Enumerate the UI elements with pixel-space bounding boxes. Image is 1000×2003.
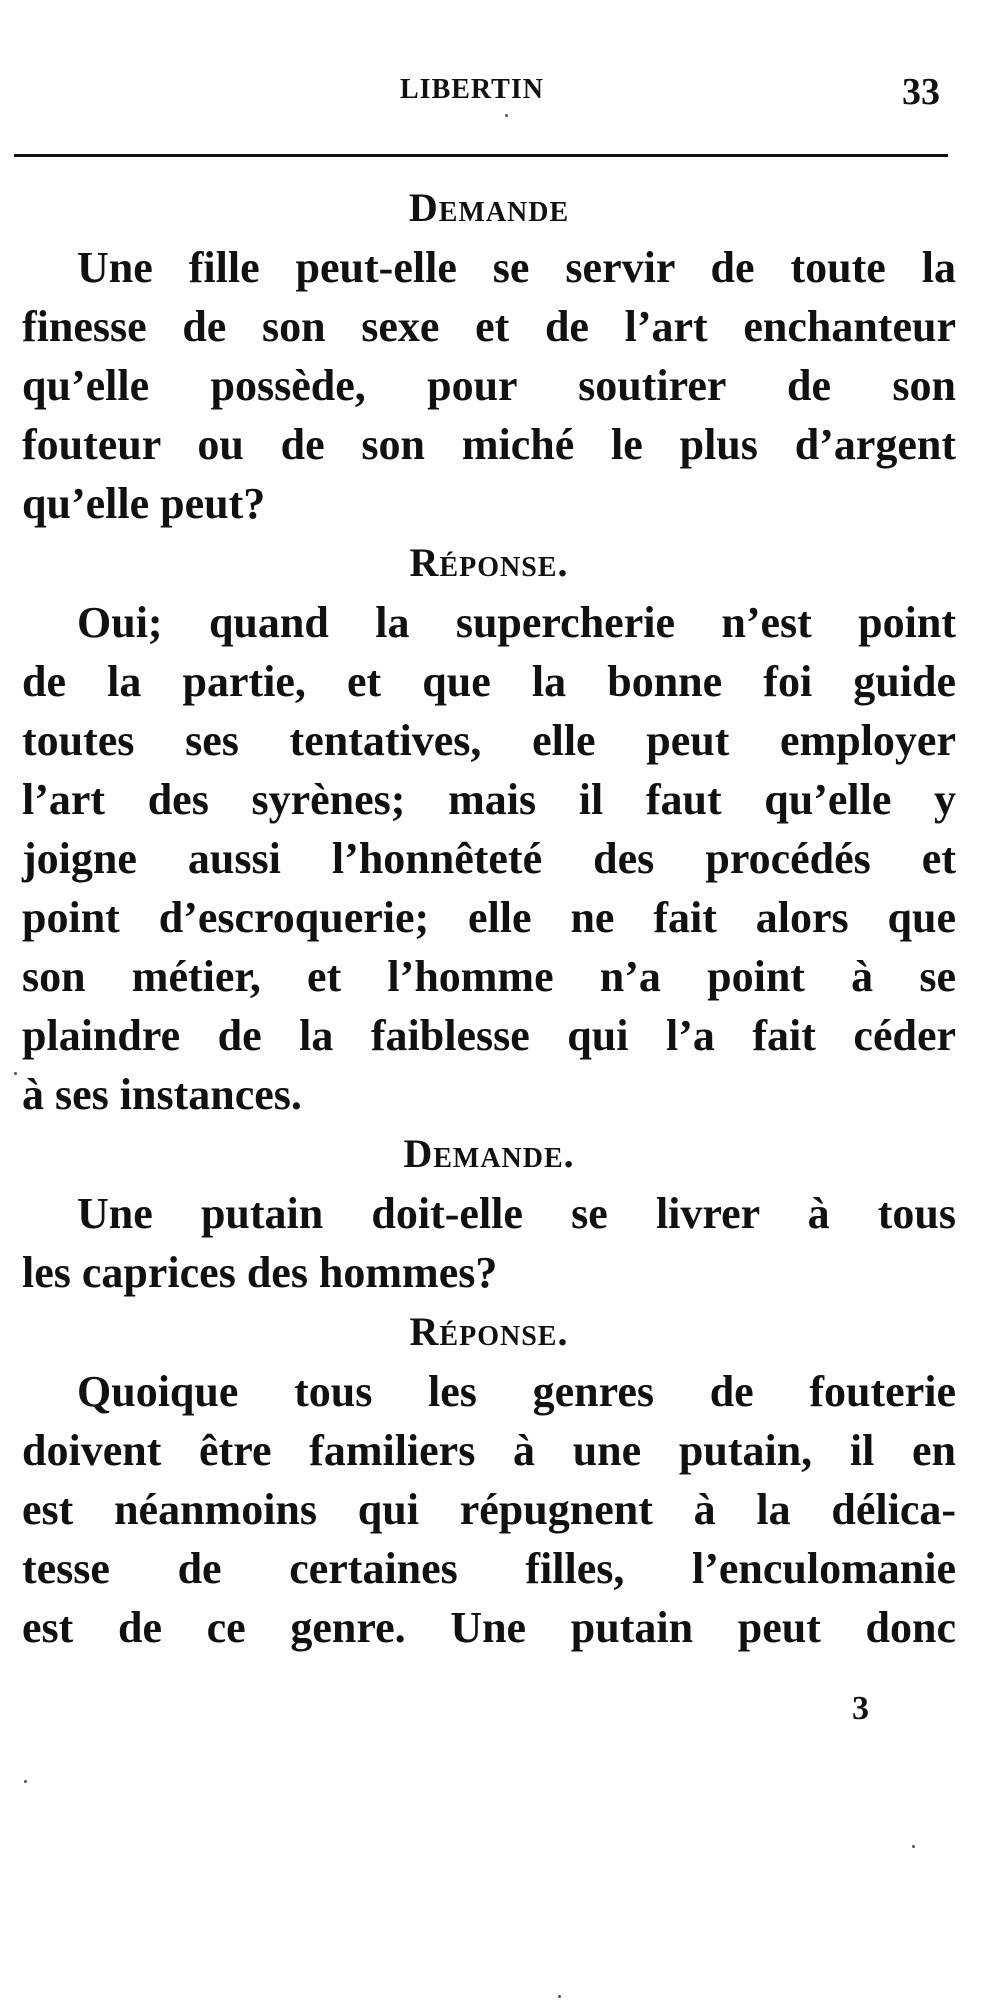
text-line: son métier, et l’homme n’a point à se <box>22 952 956 1001</box>
text-line: Une fille peut-elle se servir de toute la <box>77 243 956 292</box>
text-line: qu’elle possède, pour soutirer de son <box>22 361 956 410</box>
running-title: LIBERTIN <box>400 74 544 105</box>
print-speck <box>912 1845 915 1848</box>
text-line: Quoique tous les genres de fouterie <box>77 1367 956 1416</box>
text-line: est de ce genre. Une putain peut donc <box>22 1603 956 1652</box>
print-speck <box>24 1780 27 1783</box>
text-line: joigne aussi l’honnêteté des procédés et <box>22 834 956 883</box>
signature-mark: 3 <box>852 1690 869 1727</box>
print-speck <box>14 1072 17 1075</box>
text-line: doivent être familiers à une putain, il en <box>22 1426 956 1475</box>
print-speck <box>558 1995 561 1998</box>
text-line: qu’elle peut? <box>22 479 266 528</box>
page-number: 33 <box>902 71 940 113</box>
running-head <box>0 71 1000 124</box>
question-paragraph <box>22 1184 956 1302</box>
answer-paragraph <box>22 593 956 1124</box>
text-line: tesse de certaines filles, l’enculomanie <box>22 1544 956 1593</box>
text-line: fouteur ou de son miché le plus d’argent <box>22 420 956 469</box>
print-speck <box>505 114 508 117</box>
text-line: Une putain doit-elle se livrer à tous <box>77 1189 956 1238</box>
answer-paragraph <box>22 1362 956 1657</box>
question-heading: Demande. <box>403 1131 575 1176</box>
header-rule <box>14 154 948 157</box>
text-line: plaindre de la faiblesse qui l’a fait céder <box>22 1011 956 1060</box>
text-line: point d’escroquerie; elle ne fait alors que <box>22 893 956 942</box>
text-line: l’art des syrènes; mais il faut qu’elle y <box>22 775 956 824</box>
answer-heading: Réponse. <box>409 540 569 585</box>
text-line: toutes ses tentatives, elle peut employer <box>22 716 956 765</box>
text-line: les caprices des hommes? <box>22 1248 498 1297</box>
text-line: Oui; quand la supercherie n’est point <box>77 598 956 647</box>
question-heading: Demande <box>408 185 570 230</box>
text-line: de la partie, et que la bonne foi guide <box>22 657 956 706</box>
answer-heading: Réponse. <box>409 1309 569 1354</box>
text-line: à ses instances. <box>22 1070 302 1119</box>
text-line: finesse de son sexe et de l’art enchanteur <box>22 302 956 351</box>
text-column <box>22 178 956 1657</box>
question-paragraph <box>22 238 956 533</box>
text-line: est néanmoins qui répugnent à la délica- <box>22 1485 956 1534</box>
